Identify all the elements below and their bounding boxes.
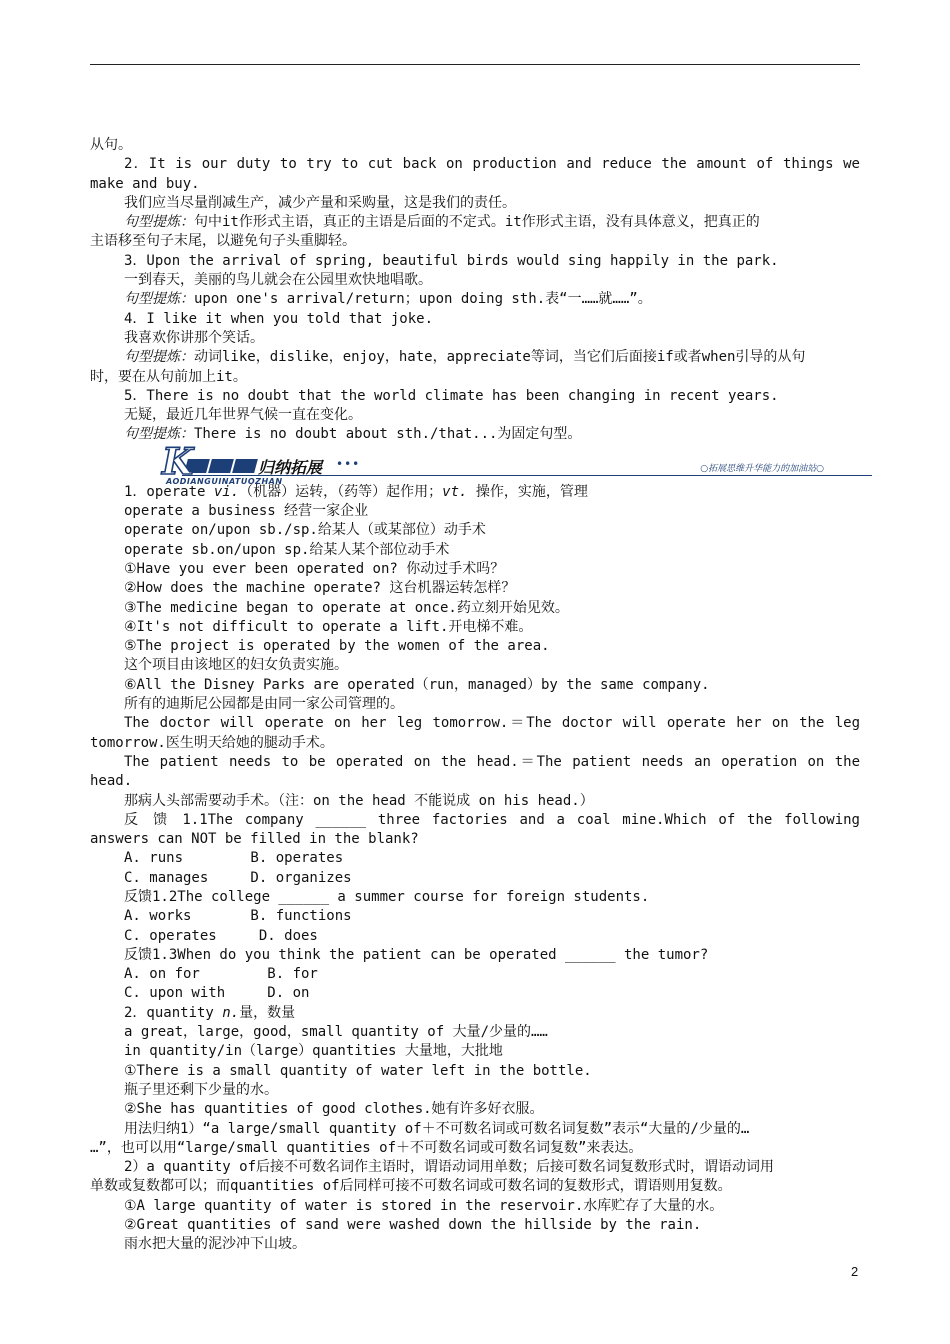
exercise-question: 反 馈 1.1The company ______ three factories and a coal mine.Which of the following: [124, 811, 860, 828]
text-line: ②Great quantities of sand were washed down the hillside by the rain.: [124, 1217, 702, 1234]
banner-pinyin: AODIANGUINATUOZHAN: [166, 476, 283, 486]
exercise-question: answers can NOT be filled in the blank?: [90, 831, 419, 848]
exercise-options: A. works B. functions: [124, 908, 352, 925]
text-line: 所有的迪斯尼公园都是由同一家公司管理的。: [124, 696, 404, 713]
text-line: 这个项目由该地区的妇女负责实施。: [124, 657, 348, 674]
header-rule: [90, 64, 860, 65]
exercise-question: 反馈1.2The college ______ a summer course for foreign students.: [124, 888, 650, 905]
text-line: operate a business 经营一家企业: [124, 503, 369, 520]
exercise-question: 反馈1.3When do you think the patient can be operated ______ the tumor?: [124, 946, 709, 963]
banner-k-letter: K: [162, 440, 194, 483]
pattern-label: 句型提炼：: [124, 291, 194, 308]
text-line: The patient needs to be operated on the head.＝The patient needs an operation on the: [124, 753, 860, 770]
pattern-label: 句型提炼：: [124, 214, 194, 231]
text-line: in quantity/in（large）quantities 大量地，大批地: [124, 1043, 503, 1060]
exercise-options: C. upon with D. on: [124, 985, 310, 1002]
section-banner: [90, 440, 860, 486]
text-line: ①Have you ever been operated on? 你动过手术吗？: [124, 560, 505, 577]
text-line: …”，也可以用“large/small quantities of＋不可数名词或可数名词复数”来表达。: [90, 1139, 643, 1156]
text-line: ⑥All the Disney Parks are operated（run，managed）by the same company.: [124, 676, 710, 693]
text-line: 1．operate vi.（机器）运转，（药等）起作用；vt. 操作，实施，管理: [124, 483, 588, 500]
text-line: 句型提炼：动词like，dislike，enjoy，hate，appreciate等词，当它们后面接if或者when引导的从句: [124, 349, 806, 366]
text-line: 4．I like it when you told that joke.: [124, 310, 434, 327]
text-line: 无疑，最近几年世界气候一直在变化。: [124, 407, 362, 424]
banner-title: 归纳拓展: [258, 457, 323, 477]
banner-dots: •••: [336, 456, 361, 471]
text-line: ③The medicine began to operate at once.药立刻开始见效。: [124, 599, 569, 616]
text-line: 3．Upon the arrival of spring, beautiful birds would sing happily in the park.: [124, 252, 779, 269]
text-line: 主语移至句子末尾，以避免句子头重脚轻。: [90, 233, 356, 250]
text-line: 那病人头部需要动手术。（注：on the head 不能说成 on his head.）: [124, 792, 594, 809]
banner-tagline: ○拓展思维升华能力的加油站○: [700, 463, 824, 474]
text-line: 用法归纳1）“a large/small quantity of＋不可数名词或可数名词复数”表示“大量的/少量的…: [124, 1120, 750, 1137]
text-line: 雨水把大量的泥沙冲下山坡。: [124, 1236, 306, 1253]
text-line: 我们应当尽量削减生产，减少产量和采购量，这是我们的责任。: [124, 194, 516, 211]
text-line: operate on/upon sb./sp.给某人（或某部位）动手术: [124, 522, 486, 539]
text-line: ①There is a small quantity of water left in the bottle.: [124, 1062, 592, 1079]
banner-blocks: [186, 458, 258, 477]
text-line: head.: [90, 773, 133, 790]
text-line: 句型提炼：There is no doubt about sth./that...为固定句型。: [124, 426, 582, 443]
text-line: operate sb.on/upon sp.给某人某个部位动手术: [124, 541, 450, 558]
text-line: ④It's not difficult to operate a lift.开电梯不难。: [124, 618, 533, 635]
text-line: ②How does the machine operate? 这台机器运转怎样？: [124, 580, 516, 597]
text-line: 从句。: [90, 137, 132, 153]
text-line: The doctor will operate on her leg tomorrow.＝The doctor will operate her on the leg: [124, 715, 860, 732]
page-content: [90, 136, 860, 1255]
text-line: 2．It is our duty to try to cut back on production and reduce the amount of things we: [124, 156, 860, 173]
text-line: 瓶子里还剩下少量的水。: [124, 1081, 278, 1098]
exercise-options: A. on for B. for: [124, 966, 318, 983]
page-number: 2: [851, 1264, 859, 1279]
text-line: 时，要在从句前加上it。: [90, 368, 247, 385]
text-line: ②She has quantities of good clothes.她有许多好衣服。: [124, 1101, 544, 1118]
text-line: 我喜欢你讲那个笑话。: [124, 329, 264, 346]
text-line: make and buy.: [90, 175, 200, 192]
text-line: ①A large quantity of water is stored in the reservoir.水库贮存了大量的水。: [124, 1197, 724, 1214]
text-line: 句型提炼：upon one's arrival/return；upon doing sth.表“一……就……”。: [124, 291, 652, 308]
text-line: 2．quantity n.量，数量: [124, 1004, 296, 1021]
exercise-options: A. runs B. operates: [124, 850, 344, 867]
text-line: 句型提炼：句中it作形式主语，真正的主语是后面的不定式。it作形式主语，没有具体意义，把真正的: [124, 214, 760, 231]
text-line: 2）a quantity of后接不可数名词作主语时，谓语动词用单数；后接可数名词复数形式时，谓语动词用: [124, 1159, 774, 1176]
text-line: 一到春天，美丽的鸟儿就会在公园里欢快地唱歌。: [124, 272, 432, 289]
text-line: 单数或复数都可以；而quantities of后同样可接不可数名词或可数名词的复数形式，谓语则用复数。: [90, 1178, 732, 1195]
exercise-options: C. manages D. organizes: [124, 869, 352, 886]
pattern-label: 句型提炼：: [124, 426, 194, 443]
pattern-label: 句型提炼：: [124, 349, 194, 366]
text-line: tomorrow.医生明天给她的腿动手术。: [90, 734, 334, 751]
text-line: a great，large，good，small quantity of 大量/少量的……: [124, 1024, 548, 1041]
text-line: 5．There is no doubt that the world climate has been changing in recent years.: [124, 387, 779, 404]
exercise-options: C. operates D. does: [124, 927, 318, 944]
text-line: ⑤The project is operated by the women of the area.: [124, 638, 550, 655]
